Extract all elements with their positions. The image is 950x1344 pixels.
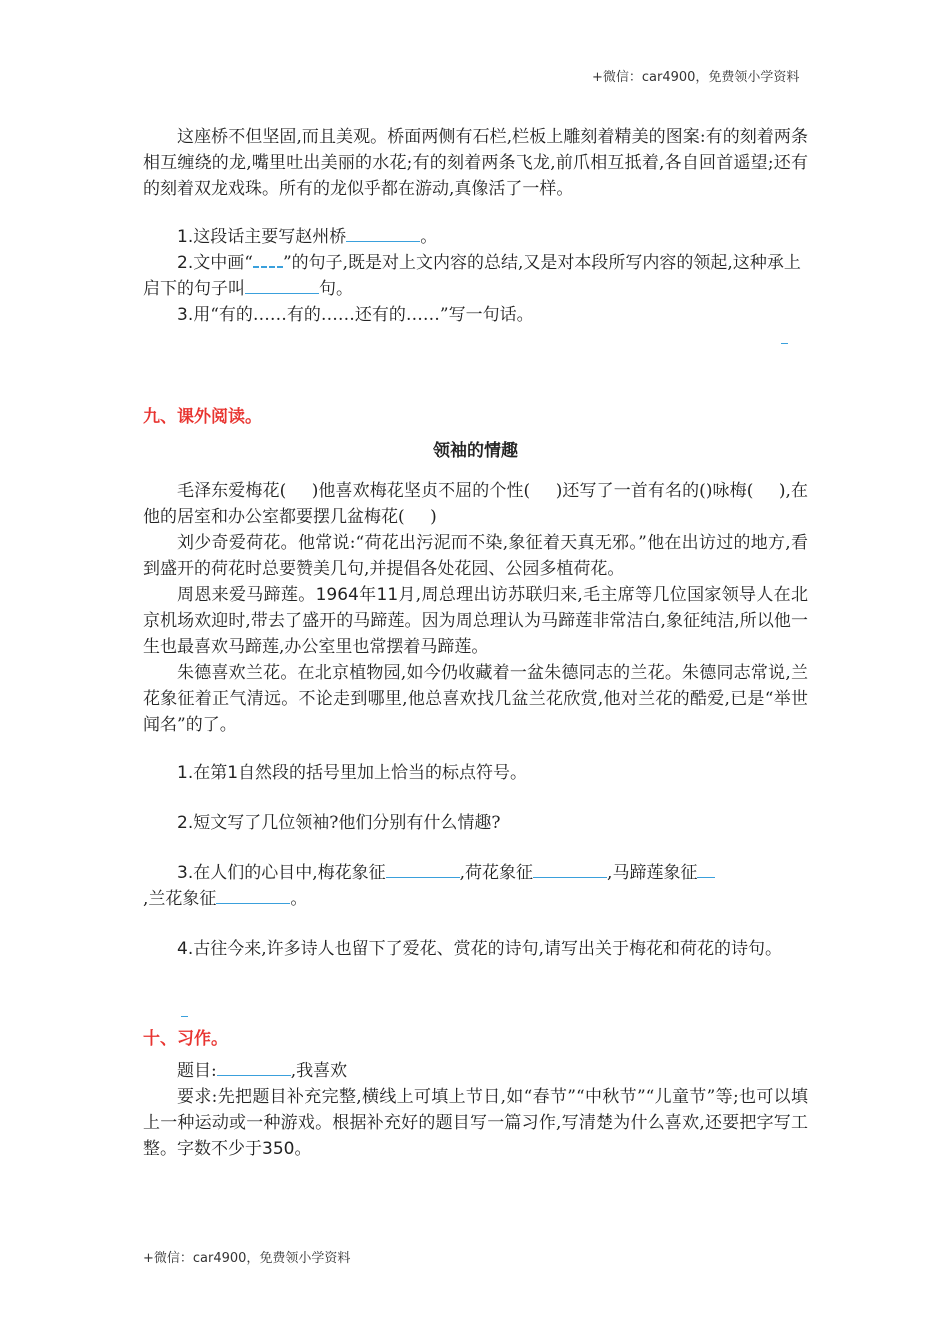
question-text: 这段话主要写赵州桥 bbox=[193, 227, 347, 247]
writing-requirements bbox=[143, 1084, 808, 1162]
answer-blank[interactable] bbox=[217, 1058, 291, 1076]
question-text: 用“有的……有的……还有的……”写一句话。 bbox=[193, 305, 534, 325]
word-count: 350 bbox=[262, 1139, 295, 1159]
question-text: ,兰花象征 bbox=[143, 889, 217, 909]
question-text: 。 bbox=[420, 227, 438, 247]
question-number: 1. bbox=[177, 763, 194, 783]
question-text: ”的句子,既是对上文内容的总结,又是对本段所写内容的领起,这种承上启下的句子叫 bbox=[143, 253, 801, 299]
question-text: ,马蹄莲象征 bbox=[607, 863, 698, 883]
question-text: 短文写了几位领袖?他们分别有什么情趣? bbox=[193, 813, 501, 833]
question-number: 2. bbox=[177, 253, 194, 273]
prompt-text: 。 bbox=[294, 1139, 312, 1159]
question-text: 文中画“ bbox=[193, 253, 253, 273]
article-title: 领袖的情趣 bbox=[433, 441, 518, 461]
paragraph-text: 月,周总理出访苏联归来,毛主席等几位国家领导人在北京机场欢迎时,带去了盛开的马蹄莲。因为周总理认为马蹄莲非常洁白,象征纯洁,所以他一生也最喜欢马蹄莲,办公室里也常摆着马蹄莲。 bbox=[143, 585, 809, 657]
page-header: +微信：car4900，免费领小学资料 bbox=[592, 70, 800, 85]
section-10-heading: 十、习作。 bbox=[143, 1029, 228, 1049]
reading-paragraph-2: 刘少奇爱荷花。他常说:“荷花出污泥而不染,象征着天真无邪。”他在出访过的地方,看到盛开的荷花时总要赞美几句,并提倡各处花园、公园多植荷花。 bbox=[143, 533, 808, 579]
paragraph-text: )咏梅( bbox=[705, 481, 754, 501]
blue-tick-mark bbox=[181, 1015, 188, 1017]
question-number: 3. bbox=[177, 863, 194, 883]
month-number: 11 bbox=[376, 585, 399, 605]
answer-blank[interactable] bbox=[386, 860, 460, 878]
paragraph-text: 周恩来爱马蹄莲。 bbox=[177, 585, 316, 605]
question-3 bbox=[143, 302, 808, 328]
question-1 bbox=[143, 224, 808, 250]
paragraph-text: ) bbox=[430, 507, 437, 527]
reading-paragraph-4: 朱德喜欢兰花。在北京植物园,如今仍收藏着一盆朱德同志的兰花。朱德同志常说,兰花象征着正气清远。不论走到哪里,他总喜欢找几盆兰花欣赏,他对兰花的酷爱,已是“举世闻名”的了。 bbox=[143, 663, 808, 735]
question-text: 。 bbox=[290, 889, 308, 909]
answer-blank[interactable] bbox=[346, 224, 420, 242]
question-number: 4. bbox=[177, 939, 194, 959]
prompt-text: 要求:先把题目补充完整,横线上可填上节日,如“春节”“中秋节”“儿童节”等;也可以填上一种运动或一种游戏。根据补充好的题目写一篇习作,写清楚为什么喜欢,还要把字写工整。字数不少于 bbox=[143, 1087, 808, 1159]
question-text: ,荷花象征 bbox=[459, 863, 534, 883]
reading-question-4 bbox=[143, 936, 808, 962]
reading-question-1 bbox=[143, 760, 808, 786]
reading-paragraph-3 bbox=[143, 582, 808, 660]
answer-blank[interactable] bbox=[245, 276, 319, 294]
answer-blank[interactable] bbox=[216, 886, 290, 904]
prompt-text: 题目: bbox=[177, 1061, 217, 1081]
question-number: 1. bbox=[177, 227, 194, 247]
paragraph-text: )他喜欢梅花坚贞不屈的个性( bbox=[311, 481, 531, 501]
paragraph-text: 毛泽东爱梅花( bbox=[177, 481, 287, 501]
question-text: 在第 bbox=[193, 763, 228, 783]
blue-tick-mark bbox=[781, 342, 788, 344]
reading-question-3 bbox=[143, 860, 808, 912]
reading-passage-zhaozhou-bridge: 这座桥不但坚固,而且美观。桥面两侧有石栏,栏板上雕刻着精美的图案:有的刻着两条相互缠绕的龙,嘴里吐出美丽的水花;有的刻着两条飞龙,前爪相互抵着,各自回首遥望;还有的刻着双龙戏珠。所有的龙似乎都在游动,真像活了一样。 bbox=[143, 127, 808, 199]
paragraph-text: )还写了一首有名的( bbox=[555, 481, 706, 501]
year-number: 1964 bbox=[315, 585, 359, 605]
question-number: 2. bbox=[177, 813, 194, 833]
question-text: 自然段的括号里加上恰当的标点符号。 bbox=[238, 763, 528, 783]
dashed-underline-marker bbox=[253, 252, 283, 268]
paragraph-text: ),在他的居室和办公室都要摆几盆梅花( bbox=[143, 481, 809, 527]
reading-question-2 bbox=[143, 810, 808, 836]
question-text: 在人们的心目中,梅花象征 bbox=[193, 863, 386, 883]
question-2 bbox=[143, 250, 808, 302]
question-text: 句。 bbox=[319, 279, 353, 299]
page-footer: +微信：car4900，免费领小学资料 bbox=[143, 1251, 351, 1266]
question-text: 古往今来,许多诗人也留下了爱花、赏花的诗句,请写出关于梅花和荷花的诗句。 bbox=[193, 939, 783, 959]
worksheet-content bbox=[143, 124, 808, 1162]
reading-paragraph-1 bbox=[143, 478, 808, 530]
writing-title-line bbox=[143, 1058, 808, 1084]
prompt-text: ,我喜欢 bbox=[290, 1061, 348, 1081]
paragraph-text: 年 bbox=[358, 585, 377, 605]
section-9-heading: 九、课外阅读。 bbox=[143, 407, 262, 427]
question-number: 3. bbox=[177, 305, 194, 325]
answer-blank[interactable] bbox=[697, 860, 715, 878]
paragraph-number: 1 bbox=[227, 763, 239, 783]
answer-blank[interactable] bbox=[533, 860, 607, 878]
